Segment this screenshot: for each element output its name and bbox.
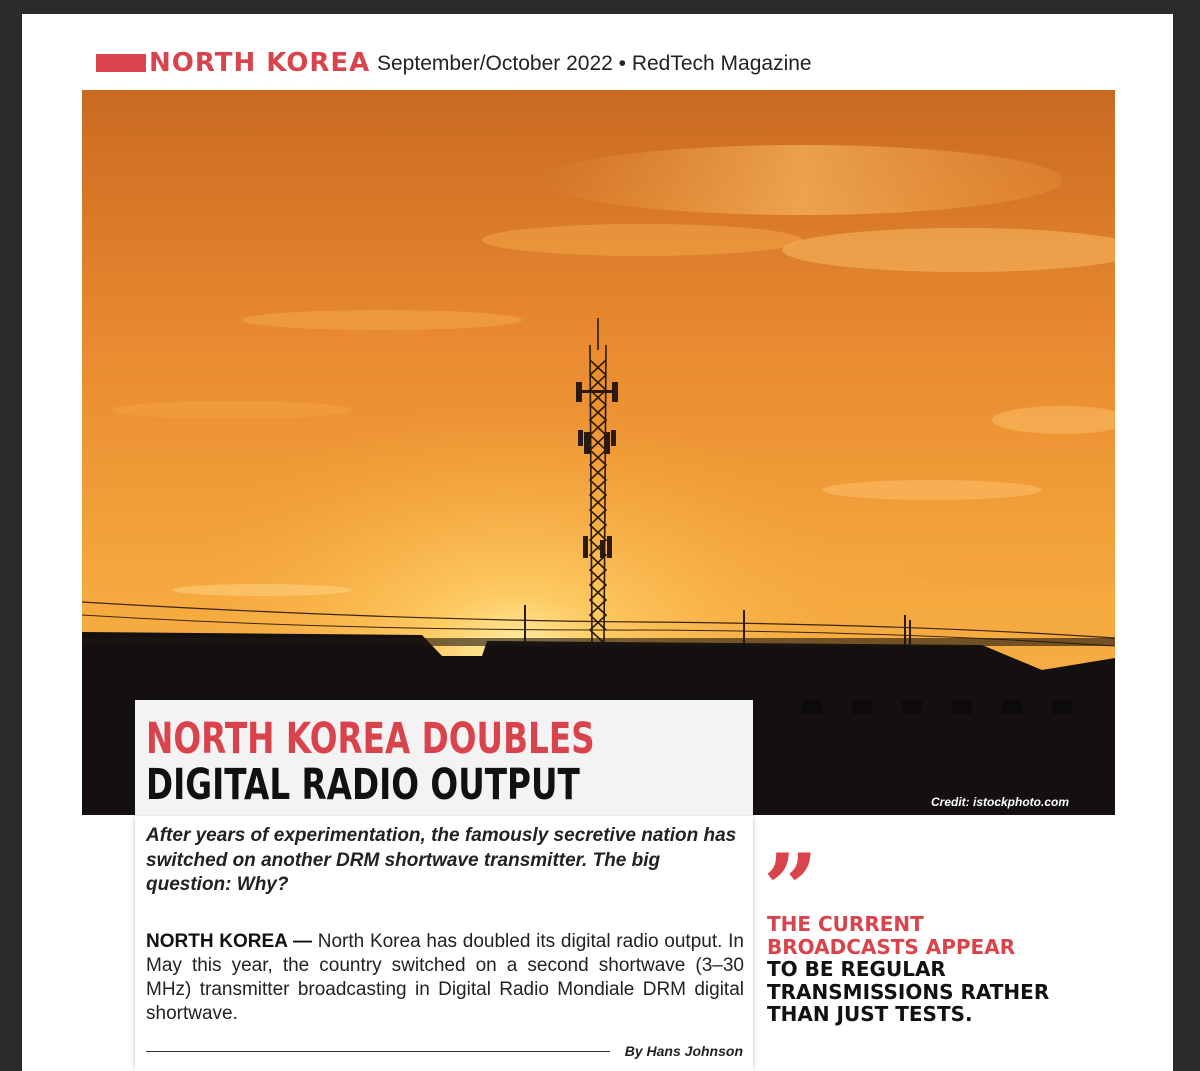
magazine-page <box>22 14 1173 1071</box>
article-body <box>146 930 744 1026</box>
issue-line: September/October 2022 • RedTech Magazine <box>377 52 812 75</box>
pull-quote <box>767 913 1067 1026</box>
headline-line-2: DIGITAL RADIO OUTPUT <box>146 760 580 810</box>
headline-box <box>135 700 753 816</box>
section-color-bar <box>96 54 146 72</box>
article-column <box>135 816 753 1071</box>
pull-quote-text: TO BE REGULAR TRANSMISSIONS RATHER THAN JUST TESTS. <box>767 957 1050 1026</box>
quote-mark-icon <box>763 850 818 898</box>
dateline: NORTH KOREA — <box>146 931 312 952</box>
photo-credit: Credit: istockphoto.com <box>930 795 1069 809</box>
section-label: NORTH KOREA <box>149 48 371 78</box>
byline-rule <box>146 1051 610 1052</box>
pull-quote-highlight: THE CURRENT BROADCASTS APPEAR <box>767 912 1016 959</box>
headline-line-1: NORTH KOREA DOUBLES <box>146 714 595 764</box>
body-text: North Korea has doubled its digital radio output. In May this year, the country switched on a second shortwave (3–30 MHz) transmitter broadcasting in Digital Radio Mondiale DRM digital shortwave. <box>146 931 744 1024</box>
article-deck: After years of experimentation, the famously secretive nation has switched on another DRM shortwave transmitter. The big question: Why? <box>146 825 737 895</box>
byline: By Hans Johnson <box>624 1043 743 1059</box>
